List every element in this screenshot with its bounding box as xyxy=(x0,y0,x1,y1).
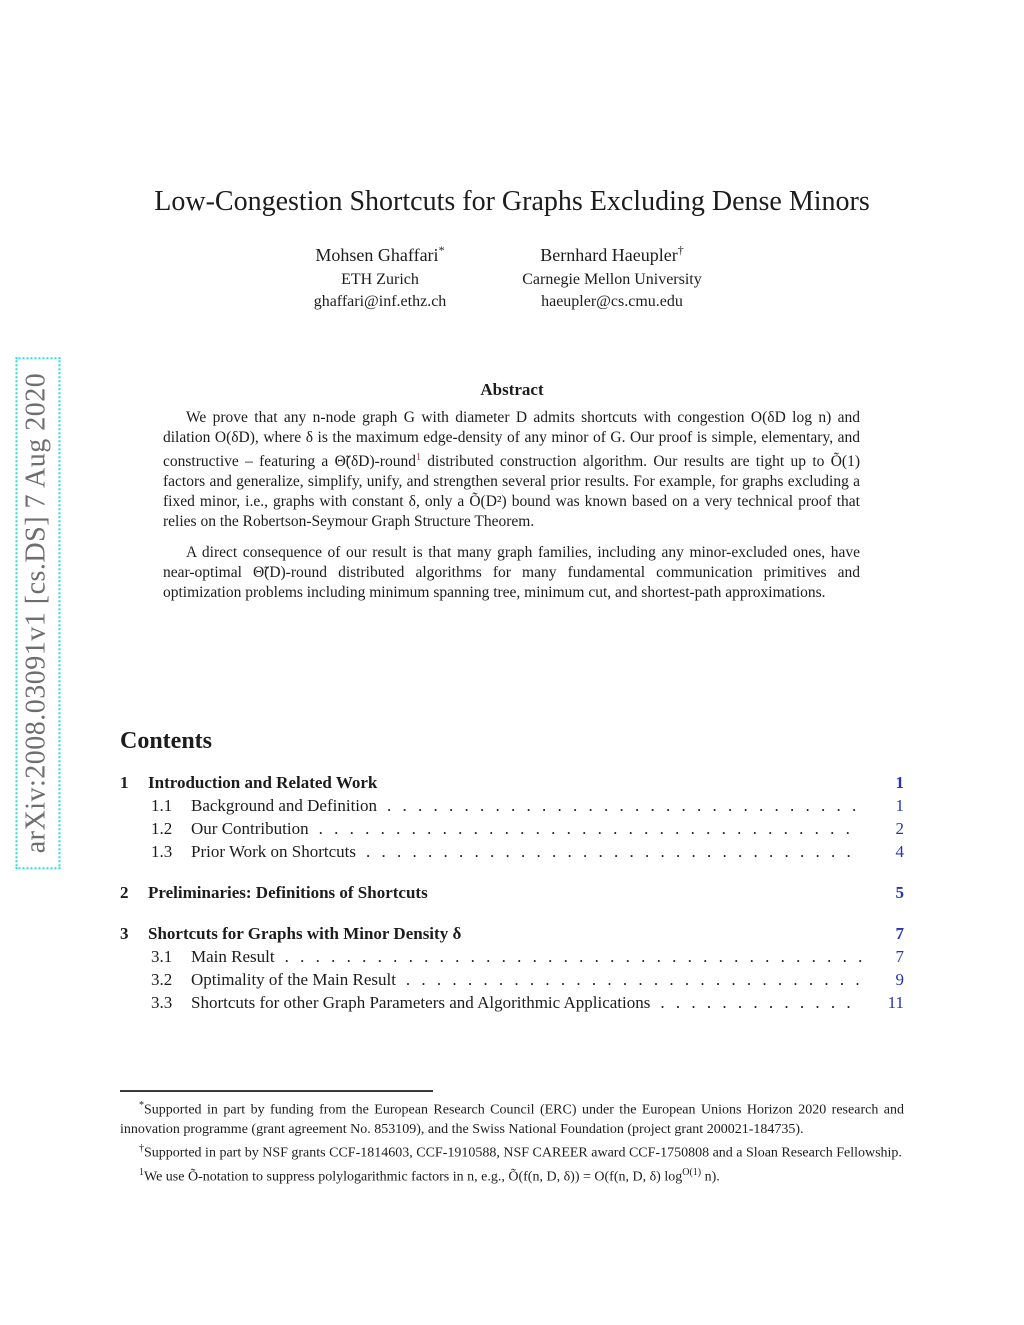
toc-subsection-1-1-number: 1.1 xyxy=(151,796,173,815)
toc-subsection-1-2-number: 1.2 xyxy=(151,819,173,838)
abstract-p1-text-b: distributed construction algorithm. Our results are tight up to Õ(1) factors and generalize, simplify, unify, and strengthen several prior results. For example, for graphs excluding a fixed minor, i.e., graphs with constant δ, only a Õ(D²) bound was known based on a very technical proof that relies on the Robertson-Seymour Graph Structure Theorem. xyxy=(163,453,860,531)
author-block xyxy=(120,243,904,333)
toc-subsection-3-2 xyxy=(120,968,904,991)
author-2 xyxy=(487,243,737,311)
abstract-body xyxy=(163,408,860,614)
footnote-one-text-b: n). xyxy=(701,1169,720,1185)
footnote-dagger-text: Supported in part by NSF grants CCF-1814603, CCF-1910588, NSF CAREER award CCF-1750808 and a Sloan Research Fellowship. xyxy=(144,1145,902,1161)
toc-section-1-title: Introduction and Related Work xyxy=(148,773,378,792)
paper-title: Low-Congestion Shortcuts for Graphs Excluding Dense Minors xyxy=(154,186,870,217)
toc-subsection-3-3-page-link[interactable]: 11 xyxy=(887,993,904,1012)
toc-section-1 xyxy=(120,771,904,794)
toc-subsection-1-3-title: Prior Work on Shortcuts xyxy=(191,842,357,861)
toc-subsection-3-2-number: 3.2 xyxy=(151,970,173,989)
footnotes-block xyxy=(120,1096,904,1187)
footnote-dagger-marker: † xyxy=(139,1143,144,1155)
author-1-email: ghaffari@inf.ethz.ch xyxy=(313,293,447,310)
author-2-footnote-marker: † xyxy=(677,243,684,257)
toc-subsection-3-2-page-link[interactable]: 9 xyxy=(895,970,904,989)
toc-section-3 xyxy=(120,922,904,945)
toc-subsection-1-3 xyxy=(120,840,904,863)
arxiv-stamp: arXiv:2008.03091v1 [cs.DS] 7 Aug 2020 xyxy=(16,357,61,869)
footnote-one-text-a: We use Õ-notation to suppress polylogarithmic factors in n, e.g., Õ(f(n, D, δ)) = O(f(n, D, δ) log xyxy=(144,1169,683,1185)
author-1 xyxy=(260,243,500,311)
author-2-name-text: Bernhard Haeupler xyxy=(540,245,678,265)
toc-leader xyxy=(319,817,862,840)
toc-subsection-1-2 xyxy=(120,817,904,840)
toc-subsection-3-1-title: Main Result xyxy=(191,947,275,966)
toc-section-3-page-link[interactable]: 7 xyxy=(895,924,904,943)
toc-subsection-3-2-title: Optimality of the Main Result xyxy=(191,970,396,989)
toc-section-2 xyxy=(120,881,904,904)
footnote-one xyxy=(120,1163,904,1187)
contents-heading: Contents xyxy=(120,728,213,754)
footnote-one-exponent: O(1) xyxy=(682,1167,702,1179)
toc-subsection-1-1-page-link[interactable]: 1 xyxy=(895,796,904,815)
toc-subsection-1-1-title: Background and Definition xyxy=(191,796,378,815)
footnote-star xyxy=(120,1096,904,1139)
toc-leader xyxy=(660,991,862,1014)
toc-subsection-1-3-number: 1.3 xyxy=(151,842,173,861)
toc-section-2-title: Preliminaries: Definitions of Shortcuts xyxy=(148,883,428,902)
toc-subsection-3-3-number: 3.3 xyxy=(151,993,173,1012)
footnote-one-marker: 1 xyxy=(139,1167,144,1179)
toc-subsection-1-3-page-link[interactable]: 4 xyxy=(895,842,904,861)
abstract-paragraph-2: A direct consequence of our result is that many graph families, including any minor-excluded ones, have near-optimal Θ̃(D)-round distributed algorithms for many fundamental communication primitives and optimization problems including minimum spanning tree, minimum cut, and shortest-path approximations. xyxy=(163,544,860,602)
toc-section-1-page-link[interactable]: 1 xyxy=(895,773,904,792)
toc-subsection-3-3 xyxy=(120,991,904,1014)
toc-subsection-3-1-number: 3.1 xyxy=(151,947,173,966)
abstract-footnote-ref-link[interactable]: 1 xyxy=(415,452,421,463)
author-1-affiliation: ETH Zurich xyxy=(341,271,419,288)
footnote-star-marker: * xyxy=(139,1100,144,1111)
toc-section-2-page-link[interactable]: 5 xyxy=(895,883,904,902)
table-of-contents xyxy=(120,771,904,1014)
toc-subsection-1-2-title: Our Contribution xyxy=(191,819,309,838)
toc-leader xyxy=(406,968,862,991)
abstract-p1-text-a: We prove that any n-node graph G with diameter D admits shortcuts with congestion O(δD log n) and dilation O(δD), where δ is the maximum edge-density of any minor of G. Our proof is simple, elementary, and constructive – featuring a Θ̃(δD)-round xyxy=(163,409,860,471)
author-2-name xyxy=(487,243,737,266)
toc-section-3-title: Shortcuts for Graphs with Minor Density δ xyxy=(148,924,462,943)
abstract-heading: Abstract xyxy=(480,380,544,399)
footnote-dagger xyxy=(120,1139,904,1163)
author-1-name xyxy=(260,243,500,266)
toc-section-1-number: 1 xyxy=(120,773,129,792)
toc-leader xyxy=(285,945,862,968)
toc-subsection-1-1 xyxy=(120,794,904,817)
toc-subsection-3-1 xyxy=(120,945,904,968)
author-2-email: haeupler@cs.cmu.edu xyxy=(541,293,683,310)
toc-leader xyxy=(387,794,862,817)
footnote-rule xyxy=(120,1090,433,1092)
toc-leader xyxy=(366,840,862,863)
author-1-footnote-marker: * xyxy=(438,243,445,257)
toc-subsection-3-1-page-link[interactable]: 7 xyxy=(895,947,904,966)
toc-subsection-3-3-title: Shortcuts for other Graph Parameters and Algorithmic Applications xyxy=(191,993,651,1012)
author-1-name-text: Mohsen Ghaffari xyxy=(315,245,439,265)
toc-subsection-1-2-page-link[interactable]: 2 xyxy=(895,819,904,838)
toc-section-3-number: 3 xyxy=(120,924,129,943)
abstract-paragraph-1 xyxy=(163,408,860,532)
author-2-affiliation: Carnegie Mellon University xyxy=(522,271,702,288)
footnote-star-text: Supported in part by funding from the European Research Council (ERC) under the European Unions Horizon 2020 research and innovation programme (grant agreement No. 853109), and the Swiss National Foundation (project grant 200021-184735). xyxy=(120,1102,904,1137)
toc-section-2-number: 2 xyxy=(120,883,129,902)
